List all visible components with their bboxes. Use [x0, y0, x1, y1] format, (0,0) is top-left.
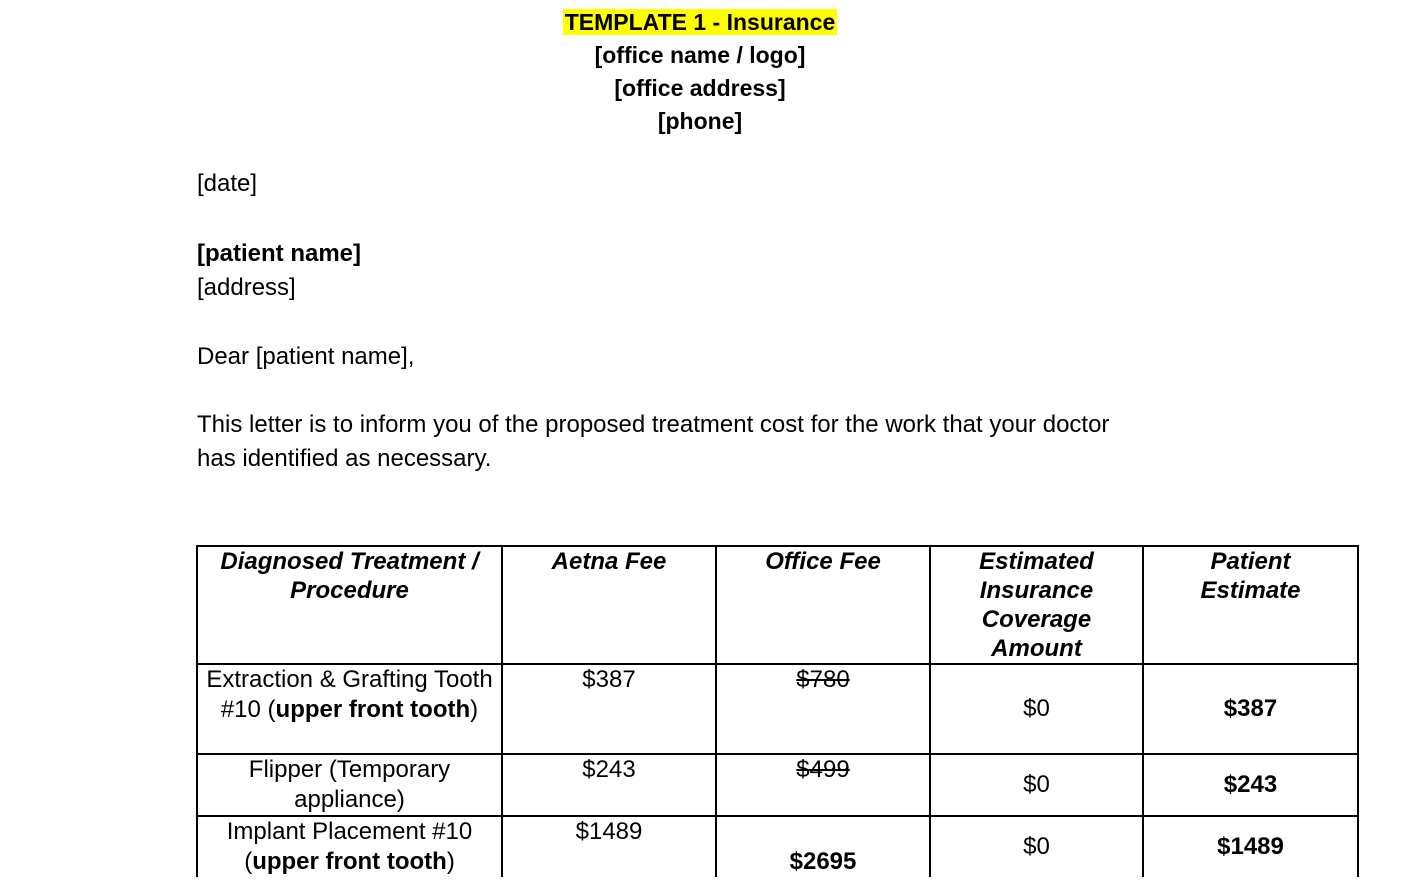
office-fee-cell: $780	[716, 664, 930, 754]
aetna-fee-cell: $243	[502, 754, 716, 816]
header-procedure: Diagnosed Treatment / Procedure	[197, 546, 502, 664]
office-address: [office address]	[614, 75, 786, 101]
coverage-cell: $0	[930, 664, 1143, 754]
patient-name: [patient name]	[197, 240, 362, 267]
table-row	[197, 816, 1358, 877]
header-office-fee: Office Fee	[716, 546, 930, 664]
intro-line-1: This letter is to inform you of the proposed treatment cost for the work that your doctor	[197, 411, 1110, 438]
office-phone: [phone]	[657, 108, 743, 134]
intro-line-2: has identified as necessary.	[197, 445, 492, 472]
patient-estimate-cell: $1489	[1143, 816, 1358, 877]
patient-estimate-cell: $243	[1143, 754, 1358, 816]
salutation: Dear [patient name],	[197, 343, 415, 370]
table-row	[197, 754, 1358, 816]
office-fee-cell: $499	[716, 754, 930, 816]
aetna-fee-cell: $387	[502, 664, 716, 754]
table-row	[197, 664, 1358, 754]
letter-date: [date]	[197, 170, 258, 197]
coverage-cell: $0	[930, 754, 1143, 816]
aetna-fee-cell: $1489	[502, 816, 716, 877]
header-aetna-fee: Aetna Fee	[502, 546, 716, 664]
office-name: [office name / logo]	[594, 42, 806, 68]
office-fee-cell: $2695	[716, 816, 930, 877]
procedure-cell: Extraction & Grafting Tooth #10 (upper front tooth)	[197, 664, 502, 754]
template-label: TEMPLATE 1 - Insurance	[564, 9, 836, 35]
header-insurance-coverage: Estimated Insurance Coverage Amount	[930, 546, 1143, 664]
patient-address: [address]	[197, 274, 296, 301]
table-header-row	[197, 546, 1358, 664]
coverage-cell: $0	[930, 816, 1143, 877]
treatment-cost-table	[196, 545, 1359, 877]
header-patient-estimate: Patient Estimate	[1143, 546, 1358, 664]
procedure-cell: Flipper (Temporary appliance)	[197, 754, 502, 816]
letterhead	[0, 6, 1400, 138]
patient-estimate-cell: $387	[1143, 664, 1358, 754]
procedure-cell: Implant Placement #10 (upper front tooth)	[197, 816, 502, 877]
